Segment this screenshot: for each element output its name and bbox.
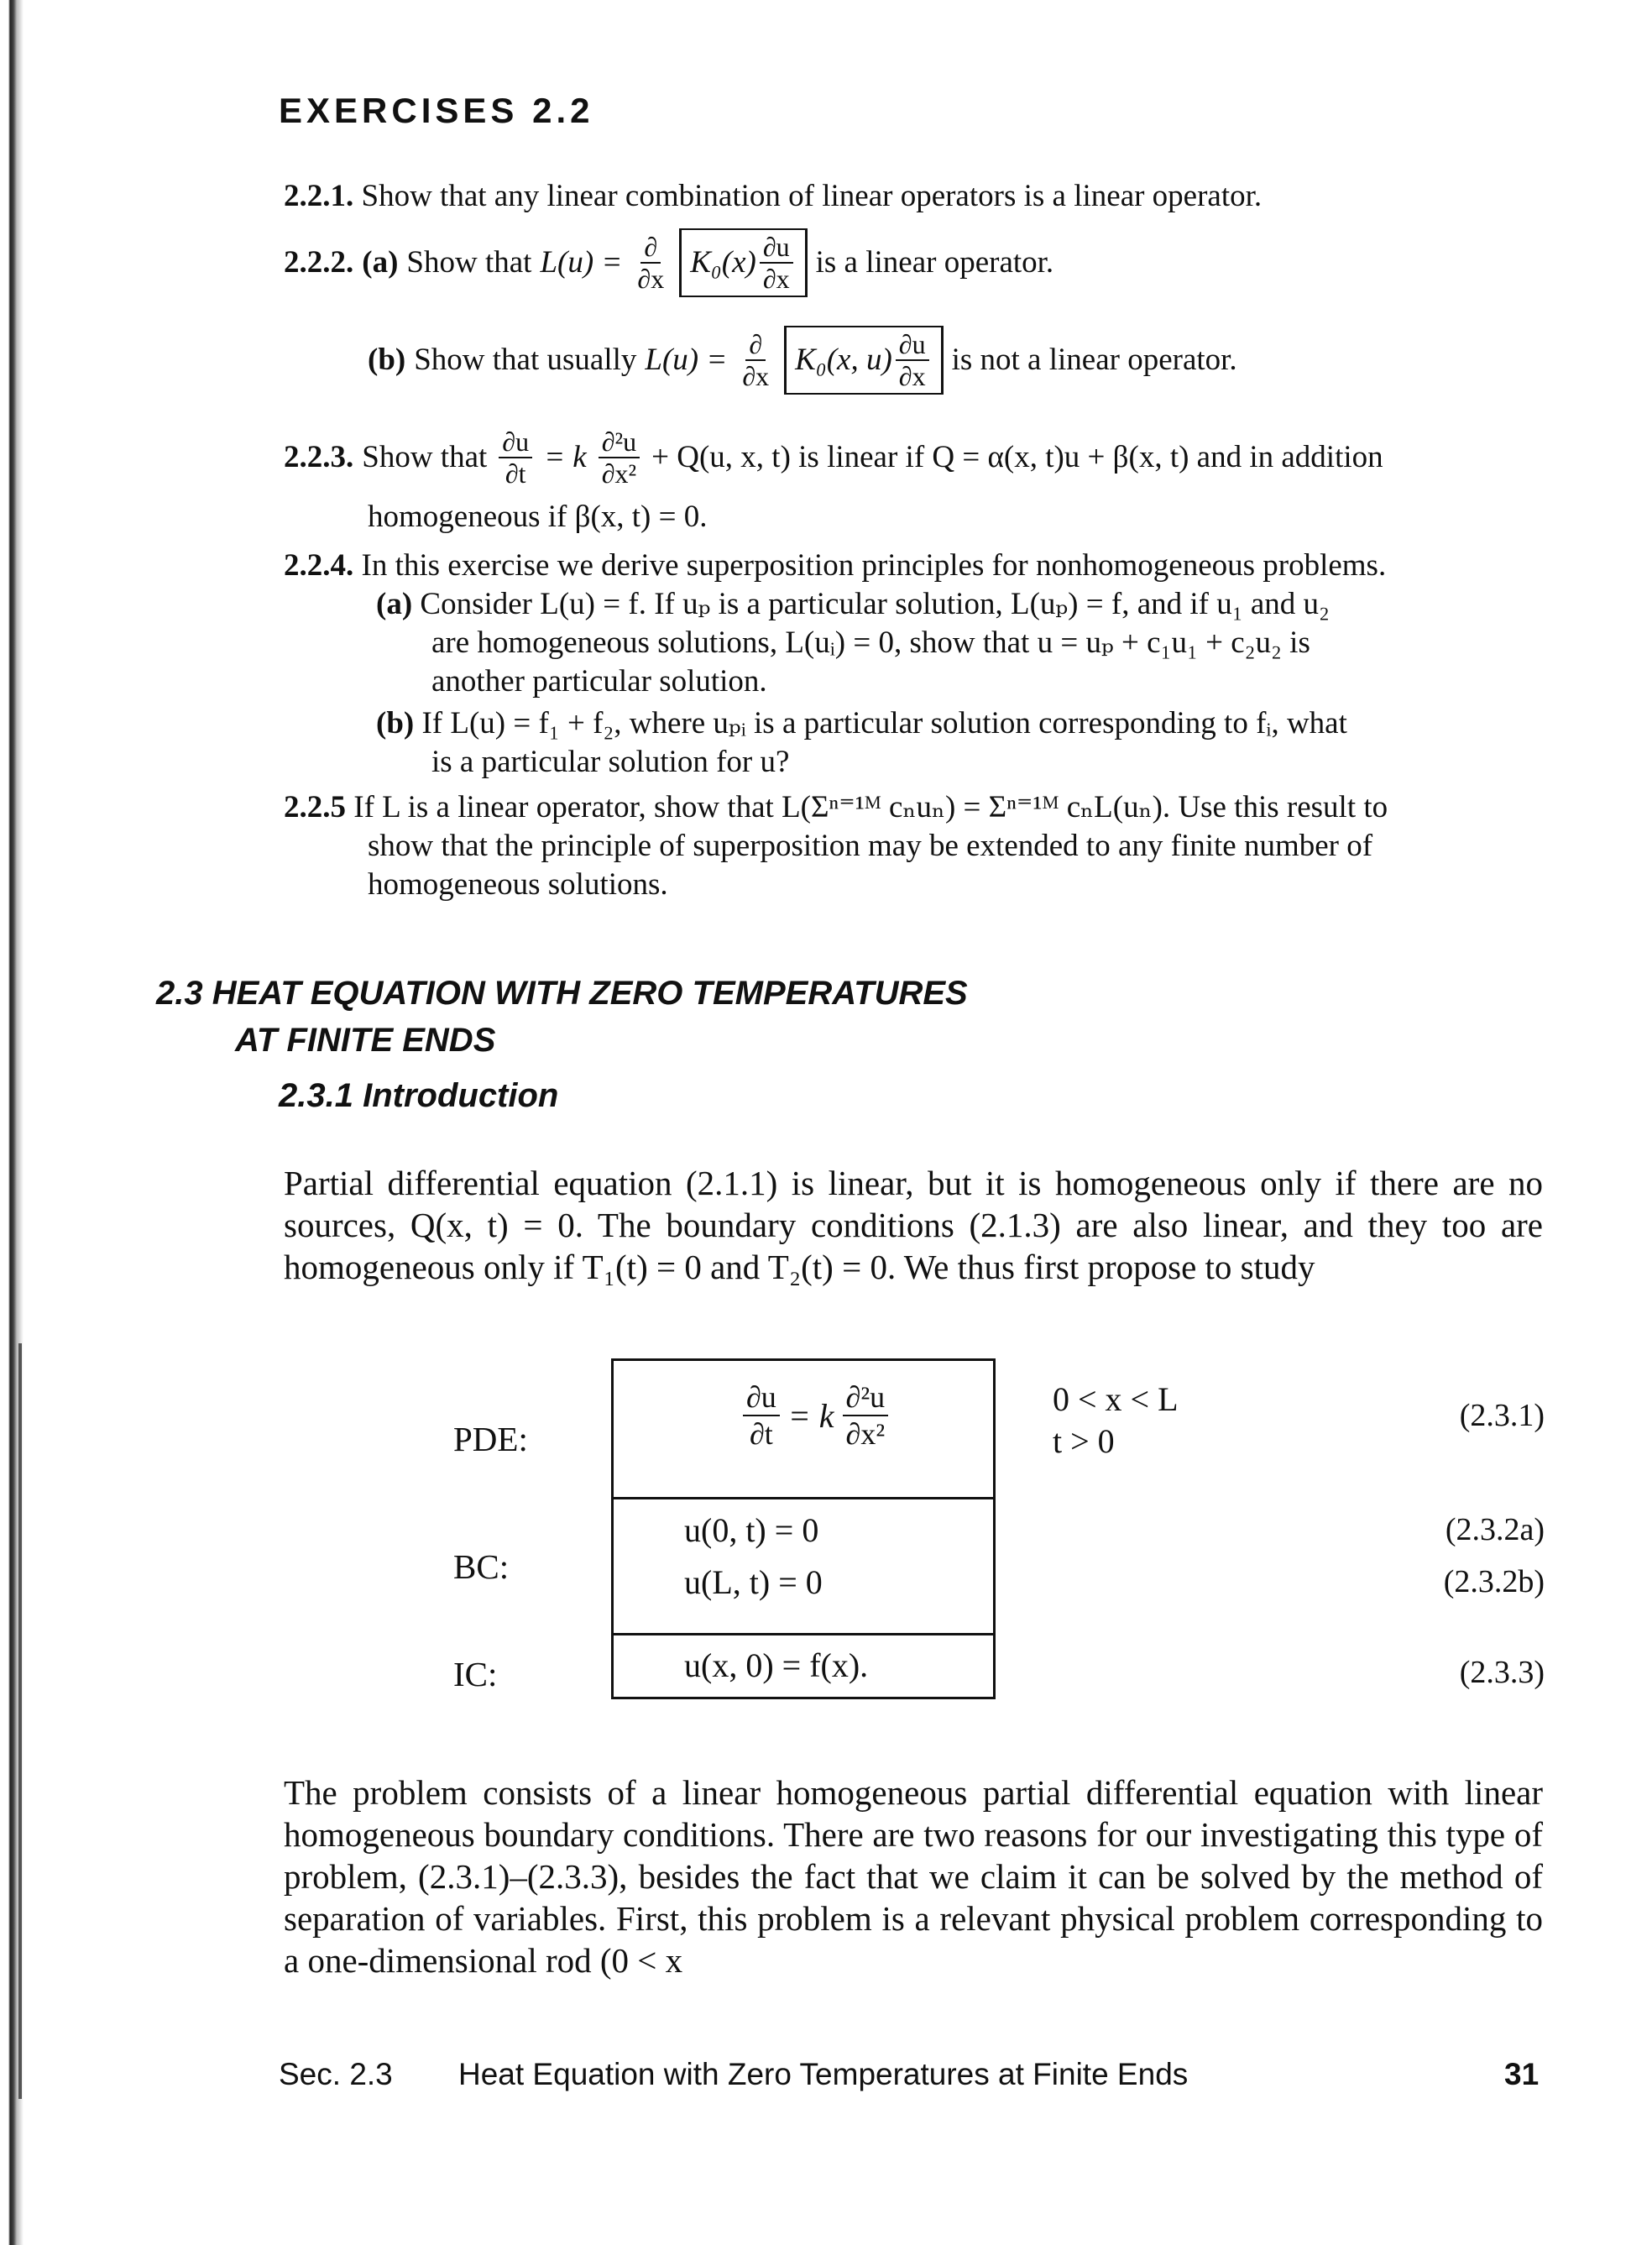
ic-equation: u(x, 0) = f(x). <box>684 1646 869 1684</box>
equation-number: (2.3.1) <box>1459 1398 1545 1433</box>
bracket-expression: K₀(x, u) $\frac{\partial u}{\partial x}$ <box>784 326 943 395</box>
fraction-du-dx: $\frac{\partial u}{\partial x}$ <box>760 232 793 294</box>
pde-cell: $\frac{\partial u}{\partial t}$ = k $\frac{\text{∂²u}}{\text{∂x²}}$ <box>614 1361 993 1499</box>
exercise-2-2-2b <box>368 326 1237 395</box>
exercise-number: 2.2.2. <box>284 245 354 280</box>
exercise-2-2-5: 2.2.5 If L is a linear operator, show that L(Σⁿ⁼¹ᴹ cₙuₙ) = Σⁿ⁼¹ᴹ cₙL(uₙ). Use this result to <box>284 790 1388 824</box>
part-label: (b) <box>368 343 406 377</box>
exercise-2-2-3: 2.2.3. Show that $\frac{\partial u}{\partial t}$ = k $\frac{\text{∂²u}}{\text{∂x²}}$ + Q(u, x, t) is linear if Q = α(x, t)u + β(x, t) and in addition <box>284 426 1383 489</box>
fraction-du-dt: $\frac{\partial u}{\partial t}$ <box>499 426 532 489</box>
bc-label: BC: <box>453 1547 510 1586</box>
pde-label: PDE: <box>453 1420 528 1458</box>
operator-lhs: L(u) = <box>645 343 728 377</box>
exercise-number: 2.2.4. <box>284 548 354 583</box>
exercise-text: In this exercise we derive superposition principles for nonhomogeneous problems. <box>361 548 1387 583</box>
bc-right: u(L, t) = 0 <box>684 1563 823 1601</box>
fraction-d-dx: $\frac{\partial}{\partial x}$ <box>637 232 665 294</box>
exercise-number: 2.2.1. <box>284 179 354 213</box>
equation-number: (2.3.2a) <box>1445 1512 1545 1547</box>
bc-left: u(0, t) = 0 <box>684 1511 819 1549</box>
footer-section: Sec. 2.3 <box>279 2057 393 2091</box>
exercise-text: Show that <box>406 245 532 280</box>
exercise-2-2-4b: (b) If L(u) = f₁ + f₂, where uₚᵢ is a particular solution corresponding to fᵢ, what <box>376 706 1347 740</box>
exercise-text: Show that <box>362 440 488 474</box>
scanned-binding-shadow <box>18 1343 22 2099</box>
exercise-text: Show that usually <box>414 343 637 377</box>
discussion-paragraph: The problem consists of a linear homogeneous partial differential equation with linear homogeneous boundary conditions. There are two reasons for our investigating this type of problem, (2.3.1)–(2.3.3), besides the fact that we claim it can be solved by the method of separation of variables. First, this problem is a relevant physical problem corresponding to a one-dimensional rod (0 < x <box>284 1773 1543 1980</box>
exercises-heading: EXERCISES 2.2 <box>279 91 594 130</box>
fraction-d2u-dx2: $\frac{\text{∂²u}}{\text{∂x²}}$ <box>599 426 640 489</box>
section-title: 2.3 HEAT EQUATION WITH ZERO TEMPERATURES AT FINITE ENDS <box>156 975 968 1059</box>
exercise-text: + Q(u, x, t) is linear if Q = α(x, t)u + β(x, t) and in addition <box>651 440 1383 474</box>
exercise-text: is not a linear operator. <box>951 343 1237 377</box>
ic-cell <box>614 1635 993 1694</box>
scanned-binding-edge <box>0 0 29 2245</box>
equation-box <box>611 1358 996 1699</box>
exercise-text: Show that any linear combination of linear operators is a linear operator. <box>361 179 1263 213</box>
equation-number: (2.3.2b) <box>1443 1564 1545 1599</box>
page-number: 31 <box>1504 2057 1540 2091</box>
part-label: (b) <box>376 706 415 740</box>
exercise-2-2-2a <box>284 228 1543 297</box>
exercise-2-2-5-line3: homogeneous solutions. <box>368 867 668 902</box>
exercise-number: 2.2.5 <box>284 790 346 824</box>
fraction-d-dx: $\frac{\partial}{\partial x}$ <box>742 329 770 391</box>
ic-label: IC: <box>453 1655 498 1693</box>
exercise-text: is a linear operator. <box>815 245 1054 280</box>
part-label: (a) <box>362 245 399 280</box>
exercise-2-2-4b-line2: is a particular solution for u? <box>431 745 790 779</box>
fraction-du-dt: $\frac{\partial u}{\partial t}$ <box>743 1379 780 1452</box>
fraction-du-dx: $\frac{\partial u}{\partial x}$ <box>896 329 929 391</box>
exercise-2-2-4a: (a) Consider L(u) = f. If uₚ is a particular solution, L(uₚ) = f, and if u₁ and u₂ <box>376 587 1330 621</box>
fraction-d2u-dx2: $\frac{\text{∂²u}}{\text{∂x²}}$ <box>843 1379 889 1452</box>
exercise-2-2-3-cont: homogeneous if β(x, t) = 0. <box>368 500 708 534</box>
exercise-number: 2.2.3. <box>284 440 354 474</box>
bc-cell <box>614 1497 993 1635</box>
operator-lhs: L(u) = <box>540 245 623 280</box>
exercise-2-2-4a-line2: are homogeneous solutions, L(uᵢ) = 0, show that u = uₚ + c₁u₁ + c₂u₂ is <box>431 625 1310 660</box>
intro-paragraph: Partial differential equation (2.1.1) is linear, but it is homogeneous only if there are no sources, Q(x, t) = 0. The boundary conditions (2.1.3) are also linear, and they too are homogeneous only if T₁(t) = 0 and T₂(t) = 0. We thus first propose to study <box>284 1164 1543 1286</box>
exercise-2-2-5-line2: show that the principle of superposition may be extended to any finite number of <box>368 829 1373 863</box>
pde-domain: 0 < x < L t > 0 <box>1053 1380 1179 1460</box>
exercise-2-2-1 <box>284 176 1543 217</box>
exercise-2-2-4a-line3: another particular solution. <box>431 664 767 699</box>
exercise-2-2-4 <box>284 546 1543 586</box>
footer-title: Heat Equation with Zero Temperatures at Finite Ends <box>458 2057 1189 2091</box>
bracket-expression: K₀(x) $\frac{\partial u}{\partial x}$ <box>679 228 807 297</box>
subsection-title: 2.3.1 Introduction <box>279 1077 559 1114</box>
equation-number: (2.3.3) <box>1459 1655 1545 1690</box>
part-label: (a) <box>376 587 413 621</box>
